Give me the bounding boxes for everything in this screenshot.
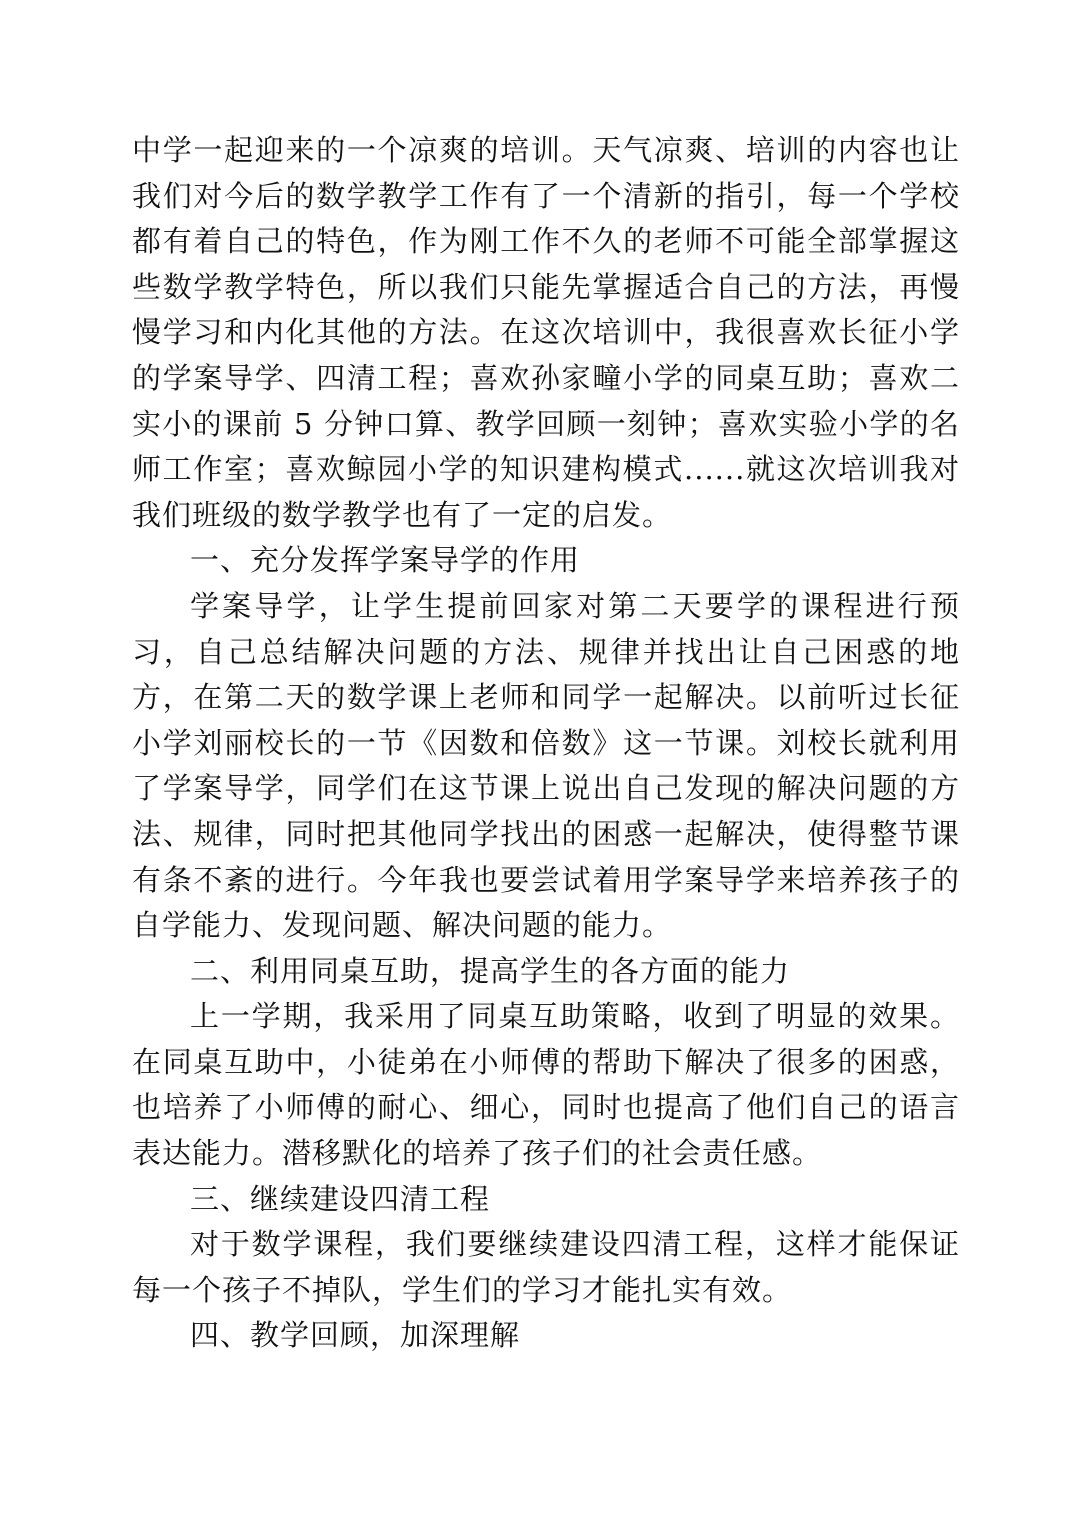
section-heading-3: 三、继续建设四清工程 xyxy=(190,1181,491,1216)
intro-paragraph: 中学一起迎来的一个凉爽的培训。天气凉爽、培训的内容也让我们对今后的数学教学工作有了一个清新的指引，每一个学校都有着自己的特色，作为刚工作不久的老师不可能全部掌握这些数学教学特色，所以我们只能先掌握适合自己的方法，再慢慢学习和内化其他的方法。在这次培训中，我很喜欢长征小学的学案导学、四清工程；喜欢孙家疃小学的同桌互助；喜欢二实小的课前 5 分钟口算、教学回顾一刻钟；喜欢实验小学的名师工作室；喜欢鲸园小学的知识建构模式......就这次培训我对我们班级的数学教学也有了一定的启发。 xyxy=(132,133,960,532)
document-body xyxy=(132,128,960,1359)
section-paragraph-1: 学案导学，让学生提前回家对第二天要学的课程进行预习，自己总结解决问题的方法、规律并找出让自己困惑的地方，在第二天的数学课上老师和同学一起解决。以前听过长征小学刘丽校长的一节《因数和倍数》这一节课。刘校长就利用了学案导学，同学们在这节课上说出自己发现的解决问题的方法、规律，同时把其他同学找出的困惑一起解决，使得整节课有条不紊的进行。今年我也要尝试着用学案导学来培养孩子的自学能力、发现问题、解决问题的能力。 xyxy=(132,588,960,943)
section-heading-4: 四、教学回顾，加深理解 xyxy=(190,1318,521,1353)
section-paragraph-2: 上一学期，我采用了同桌互助策略，收到了明显的效果。在同桌互助中，小徒弟在小师傅的帮助下解决了很多的困惑，也培养了小师傅的耐心、细心，同时也提高了他们自己的语言表达能力。潜移默化的培养了孩子们的社会责任感。 xyxy=(132,999,960,1171)
section-heading-2: 二、利用同桌互助，提高学生的各方面的能力 xyxy=(190,953,791,988)
section-paragraph-3: 对于数学课程，我们要继续建设四清工程，这样才能保证每一个孩子不掉队，学生们的学习才能扎实有效。 xyxy=(132,1227,960,1307)
section-heading-1: 一、充分发挥学案导学的作用 xyxy=(190,543,581,578)
